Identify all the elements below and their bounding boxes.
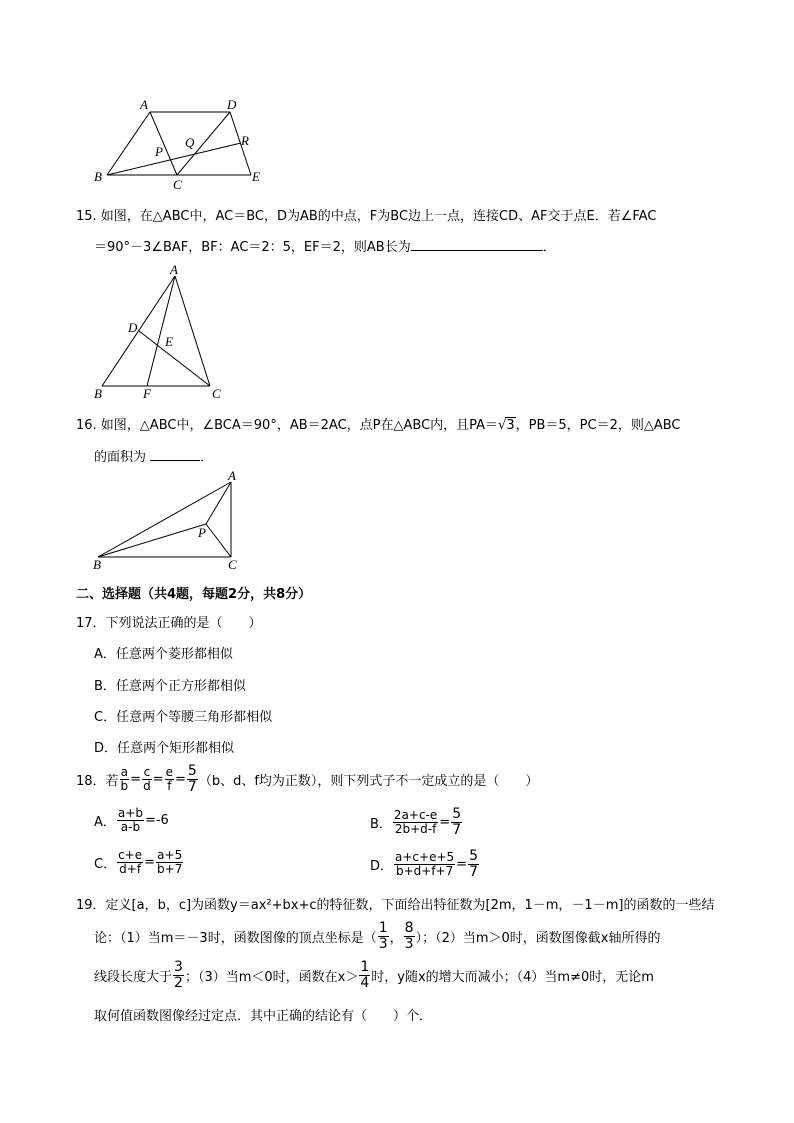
- fig3-label-A: A: [228, 468, 236, 483]
- frac-den: 3: [404, 936, 414, 952]
- q18-frac-5-7: [187, 764, 198, 795]
- q19-length-frac: [173, 960, 184, 991]
- option-label: C．: [94, 857, 117, 872]
- q16-line1: [76, 414, 681, 433]
- q18-d-frac: [394, 851, 455, 878]
- q18-c-frac: [117, 849, 143, 876]
- q19-line1: 19．定义[a，b，c]为函数y＝ax²+bx+c的特征数，下面给出特征数为[2m，1－m，－1－m]的函数的一些结: [76, 898, 715, 913]
- q19-line3-mid: ；（3）当m＜0时，函数在x＞: [184, 970, 359, 985]
- q15-line2: [94, 236, 556, 255]
- q16-answer-blank: [150, 448, 200, 461]
- q18-a-tail: =-6: [144, 813, 169, 828]
- q19-x-frac: [359, 960, 370, 991]
- frac-den: 4: [360, 975, 370, 991]
- frac-num: a+c+e+5: [395, 850, 455, 864]
- frac-den: 7: [452, 822, 462, 838]
- frac-num: c+e: [118, 848, 143, 862]
- q19-line3-tail: 时，y随x的增大而减小；（4）当m≠0时，无论m: [371, 970, 654, 985]
- q17-option-d: D．任意两个矩形都相似: [94, 741, 235, 756]
- figure-triangle-def-svg: [85, 260, 235, 400]
- q16-line2-end: ．: [200, 450, 214, 465]
- q16-line2-text: 的面积为: [94, 450, 147, 465]
- fig2-label-C: C: [212, 386, 221, 400]
- fig2-label-A: A: [170, 262, 178, 277]
- q18-d-val: [468, 849, 479, 880]
- fig2-label-E: E: [165, 334, 173, 349]
- fig2-label-D: D: [128, 320, 138, 335]
- q17-option-c: C．任意两个等腰三角形都相似: [94, 710, 273, 725]
- figure-right-triangle-svg: [85, 466, 250, 576]
- q18-frac-a-b: [120, 766, 130, 793]
- q17-stem: 17．下列说法正确的是（ ）: [76, 616, 262, 631]
- q18-stem: 18．若 $\frac{a}{b}$ = $\frac{c}{d}$ = $\frac{e}{f}$ = $\frac{5}{7}$ （b、d、f均为正数），则下列式子不一定成立的是（ ）: [76, 763, 539, 795]
- q19-vertex-y: [404, 921, 415, 952]
- q18-b-frac: [393, 809, 438, 836]
- q18-option-c: C． $\frac{c+e}{d+f}$ = $\frac{a+5}{b+7}$: [94, 848, 183, 876]
- frac-num: e: [165, 765, 173, 779]
- figure-parallelogram: [85, 95, 275, 195]
- fig1-label-D: D: [227, 97, 237, 112]
- q18-b-val: [451, 807, 462, 838]
- q19-line2-text: 论：（1）当m＝－3时，函数图像的顶点坐标是（: [94, 931, 377, 946]
- q18-frac-c-d: [142, 766, 152, 793]
- fig3-label-B: B: [93, 557, 101, 572]
- frac-den: f: [167, 779, 172, 793]
- fig1-label-P: P: [155, 144, 163, 159]
- fig1-label-Q: Q: [185, 135, 195, 150]
- frac-num: a+5: [157, 848, 183, 862]
- q16-sqrt-value: 3: [506, 418, 515, 433]
- frac-num: c: [143, 765, 151, 779]
- frac-den: 7: [187, 779, 197, 795]
- q19-vertex-x: [378, 921, 389, 952]
- frac-num: 1: [378, 920, 388, 936]
- frac-den: 7: [469, 864, 478, 880]
- q16-line1-text: 16. 如图，△ABC中，∠BCA＝90°，AB＝2AC，点P在△ABC内，且PA＝: [76, 418, 499, 433]
- q17-option-b: B．任意两个正方形都相似: [94, 679, 246, 694]
- frac-den: b: [120, 779, 129, 793]
- frac-den: d+f: [119, 862, 142, 876]
- q17-option-a: A．任意两个菱形都相似: [94, 647, 233, 662]
- frac-num: 8: [404, 920, 414, 936]
- q19-line3-text: 线段长度大于: [94, 970, 173, 985]
- fig3-label-C: C: [228, 557, 237, 572]
- frac-num: a: [120, 765, 129, 779]
- frac-num: 5: [187, 763, 197, 779]
- q15-line1: 15. 如图，在△ABC中，AC＝BC，D为AB的中点，F为BC边上一点，连接CD、AF交于点E．若∠FAC: [76, 209, 657, 224]
- figure-parallelogram-svg: [85, 95, 275, 195]
- q18-option-a: [94, 807, 169, 834]
- fig1-label-B: B: [94, 169, 102, 184]
- frac-num: 2a+c-e: [393, 808, 438, 822]
- q19-line2: 论：（1）当m＝－3时，函数图像的顶点坐标是（ $\frac{1}{3}$ ， $\frac{8}{3}$ ）；（2）当m＞0时，函数图像截x轴所得的: [94, 920, 661, 952]
- q16-line2: [94, 446, 213, 465]
- q18-a-frac: [117, 807, 144, 834]
- figure-right-triangle: [85, 466, 250, 576]
- fig2-label-F: F: [143, 386, 151, 400]
- frac-num: a+b: [117, 806, 143, 820]
- frac-num: 5: [469, 848, 478, 864]
- frac-num: 3: [174, 959, 183, 975]
- fig3-label-P: P: [198, 525, 206, 540]
- q18-prefix: 18．若: [76, 774, 119, 789]
- q18-suffix: （b、d、f均为正数），则下列式子不一定成立的是（ ）: [198, 774, 539, 789]
- q16-line1-tail: ，PB＝5，PC＝2，则△ABC: [515, 418, 681, 433]
- q15-line2-text: ＝90°－3∠BAF，BF：AC＝2：5，EF＝2，则AB长为: [94, 240, 411, 255]
- q15-line2-end: ．: [542, 240, 556, 255]
- frac-den: a-b: [120, 820, 141, 834]
- frac-den: 3: [378, 936, 388, 952]
- section-heading: 二、选择题（共4题，每题2分，共8分）: [76, 587, 312, 602]
- fig2-label-B: B: [94, 386, 102, 400]
- q19-line4: 取何值函数图像经过定点．其中正确的结论有（ ）个．: [94, 1009, 433, 1024]
- fig1-label-R: R: [241, 133, 249, 148]
- frac-den: b+d+f+7: [395, 864, 454, 878]
- q18-c-frac2: [156, 849, 183, 876]
- q15-answer-blank: [411, 238, 543, 251]
- q18-option-d: D． $\frac{a+c+e+5}{b+d+f+7}$ = $\frac{5}{7}$: [370, 848, 478, 880]
- option-label: A．: [94, 815, 116, 830]
- frac-den: b+7: [157, 862, 183, 876]
- q18-option-b: B． $\frac{2a+c-e}{2b+d-f}$ = $\frac{5}{7}$: [370, 806, 462, 838]
- frac-den: 2: [174, 975, 183, 991]
- fig1-label-E: E: [252, 169, 260, 184]
- fig1-label-A: A: [140, 97, 148, 112]
- fig1-label-C: C: [173, 177, 182, 192]
- q19-line3: [94, 960, 654, 991]
- option-label: D．: [370, 859, 394, 874]
- frac-den: 2b+d-f: [394, 822, 437, 836]
- sqrt-sign: √: [498, 418, 507, 433]
- frac-num: 1: [360, 959, 370, 975]
- frac-num: 5: [452, 806, 462, 822]
- option-label: B．: [370, 817, 392, 832]
- frac-den: d: [143, 779, 151, 793]
- q18-frac-e-f: [165, 766, 174, 793]
- figure-triangle-def: [85, 260, 235, 400]
- q19-line2-tail: ）；（2）当m＞0时，函数图像截x轴所得的: [415, 931, 661, 946]
